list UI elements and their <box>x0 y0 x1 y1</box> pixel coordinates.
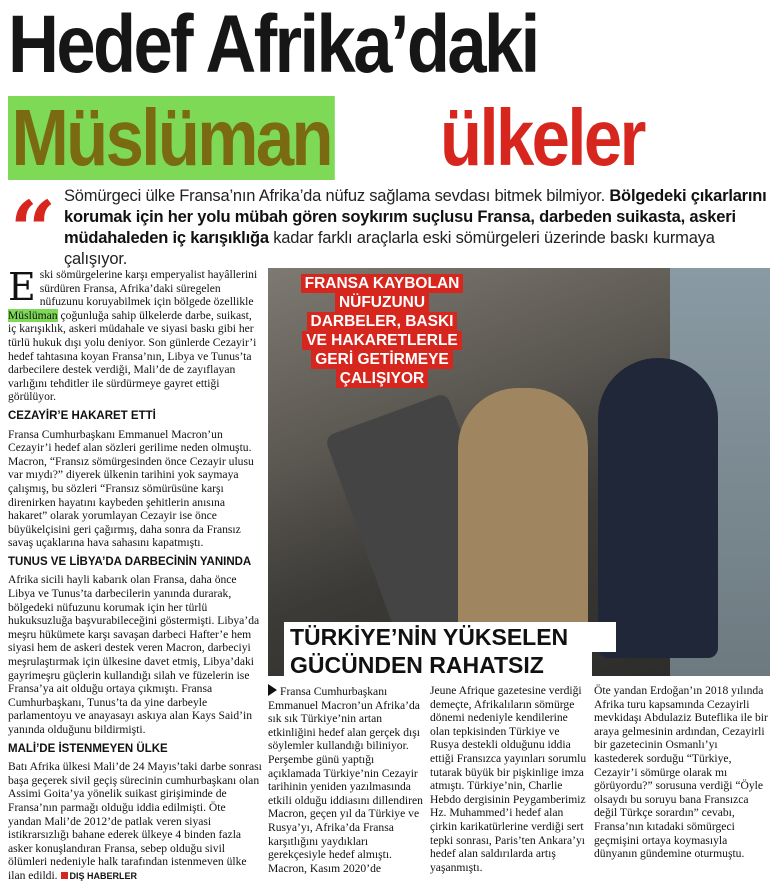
lead-bold: Bölgedeki çıkarlarını korumak için her yolu mübah gören soykırım suçlusu Fransa, darbeden suikasta, askeri müdahaleden iç karışıklığa <box>64 187 767 247</box>
lead-paragraph <box>64 186 770 270</box>
headline-line-1: Hedef Afrika’daki <box>8 0 538 90</box>
intro-text-a: ski sömürgelerine karşı emperyalist hayâllerini sürdüren Fransa, Afrika’daki süregelen nüfuzunu koruyabilmek için bölgede özellikle <box>39 268 258 309</box>
section-title-line-2: GÜCÜNDEN RAHATSIZ <box>284 650 592 680</box>
section-title-line-1: TÜRKİYE’NİN YÜKSELEN <box>284 622 616 652</box>
tag-line-2: NÜFUZUNU <box>335 293 429 312</box>
column-2 <box>268 684 424 875</box>
photo-macron <box>598 358 718 658</box>
headline-muslim: Müslüman <box>8 96 334 180</box>
col-2-text: Fransa Cumhurbaşkanı Emmanuel Macron’un Afrika’da sık sık Türkiye’nin artan etkinliğini hedef alan gerçek dışı söylemler kullandığı biliniyor. Perşembe günü yaptığı açıklamada Türkiye’nin Cezayir tarihinin yeniden yazılmasında etkili olduğu iddiasını dillendiren Macron, geçen yıl da Türkiye ve Rusya’yı, Afrika’da Fransa karşıtlığını yaydıkları gerekçesiyle hedef almıştı. Macron, Kasım 2020’de <box>268 685 423 875</box>
tag-line-5: GERİ GETİRMEYE <box>311 350 453 369</box>
lead-part-1: Sömürgeci ülke Fransa’nın Afrika’da nüfuz sağlama sevdası bitmek bilmiyor. <box>64 187 610 205</box>
intro-highlight: Müslüman <box>8 308 58 322</box>
paragraph-col-3: Jeune Afrique gazetesine verdiği demeçte, Afrikalıların sömürge dönemi nedeniyle kendilerine olan tepkisinden Türkiye ve Rusya destekli olduğunu iddia ettiği Fransızca yayınları sorumlu tutarak büyük bir pişkinlige imza atmıştı. Türkiye’nin, Charlie Hebdo dergisinin Peygamberimiz Hz. Muhammed’i hedef alan çirkin karikatürlerine verdiği sert tepki sonrası, Paris’ten Ankara’yı hedef alan saldırılarda artış yaşanmıştı. <box>430 684 587 874</box>
paragraph-algeria: Fransa Cumhurbaşkanı Emmanuel Macron’un Cezayir’i hedef alan sözleri gerilime neden olmuştu. Macron, “Fransız sömürgesinden önce Cezayir ulusu var mıydı?” diyerek ülkenin tarihini yok saymaya çalışmış, bu sözleri “Fransız sömürüsüne karşı direnirken hayatını kaybeden şehitlerin anısına hakaret” olarak yorumlayan Cezayir ise önce büyükelçisini geri çağırmış, daha sonra da Fransız savaş uçaklarına hava sahasını kapatmıştı. <box>8 427 254 550</box>
tag-line-4: VE HAKARETLERLE <box>302 331 462 350</box>
headline-countries: ülkeler <box>440 93 644 182</box>
subheading-mali: MALİ’DE İSTENMEYEN ÜLKE <box>8 742 168 755</box>
subheading-tunisia-libya: TUNUS VE LİBYA’DA DARBECİNİN YANINDA <box>8 555 252 568</box>
column-4 <box>594 684 770 861</box>
drop-cap: E <box>8 265 36 309</box>
play-icon <box>268 684 277 696</box>
tag-line-3: DARBELER, BASKI <box>307 312 458 331</box>
column-1 <box>8 265 262 884</box>
paragraph-tunisia-libya: Afrika sicili hayli kabarık olan Fransa, daha önce Libya ve Tunus’ta darbecilerin yanında durarak, bölgedeki nüfuzunu korumak için her türlü hukuksuzluğa başvurabileceğini göstermişti. Libya’da meşru hükümete karşı savaşan darbeci Hafter’e hem siyasi hem de askeri destek veren Macron, darbeciyi meşrulaştırmak için ülkesine davet etmiş, Libya’daki gayrimeşru güçlerin kullandığı silah ve füzelerin ise Fransa’ya ait olduğu ortaya çıkmıştı. Fransa Cumhurbaşkanı, Tunus’ta da yine darbeyle parlamentoyu ve anayasayı askıya alan Kays Said’in yanında olduğunu bildirmişti. <box>8 573 260 736</box>
subheading-algeria: CEZAYİR’E HAKARET ETTİ <box>8 409 156 422</box>
paragraph-col-4: Öte yandan Erdoğan’ın 2018 yılında Afrika turu kapsamında Cezayirli mevkidaşı Abdulaziz Buteflika ile bir araya gelmesinin ardından, Cezayirli bir gazetecinin Osmanlı’yı kastederek sorduğu “Türkiye, Cezayir’i sömürge olarak mı görüyordu?” sorusuna verdiği “Öyle olsaydı bu soruyu bana Fransızca değil Türkçe sorardın” cevabı, Fransa’nın kıtadaki sömürgeci geçmişini ortaya koymasıyla dünyanın gündemine oturmuştu. <box>594 684 768 861</box>
credit-square-icon <box>61 872 68 879</box>
lead-part-2: kadar farklı araçlarla eski sömürgeleri üzerinde baskı kurmaya çalışıyor. <box>64 229 715 268</box>
tag-line-6: ÇALIŞIYOR <box>336 369 428 388</box>
quote-icon: “ <box>10 183 57 277</box>
paragraph-mali-text: Batı Afrika ülkesi Mali’de 24 Mayıs’taki darbe sonrası başa geçerek sivil geçiş sürecinin cumhurbaşkanı olan Assimi Goita’ya yönelik suikast girişiminde de Fransa’nın parmağı olduğu iddia edilmişti. Öte yandan Mali’de 2012’de patlak veren siyasi istikrarsızlığı bahane ederek ülkeye 4 binden fazla asker konuşlandıran Fransa, sebep olduğu sivil ölümleri nedeniyle halk tarafından istenmeven ülke ilan edildi. <box>8 760 262 882</box>
paragraph-col-2 <box>268 684 424 875</box>
photo-caption-tag <box>284 274 480 388</box>
credit <box>61 871 138 881</box>
intro-text-b: çoğunluğa sahip ülkelerde darbe, suikast, iç karışıklık, askeri müdahale ve siyasi baskı gibi her türlü hukuk dışı yolu deniyor. Son günlerde Cezayir’i hedef tahtasına koyan Fransa’nın, Libya ve Tunus’ta darbecilere destek verdiği, Mali’de de zayıflayan varlığını tehditler ile sürdürmeye gayret ettiği görülüyor. <box>8 308 257 404</box>
tag-line-1: FRANSA KAYBOLAN <box>301 274 464 293</box>
paragraph-mali <box>8 760 262 883</box>
column-3 <box>430 684 590 874</box>
intro-paragraph <box>8 265 262 404</box>
credit-text: DIŞ HABERLER <box>69 870 138 881</box>
